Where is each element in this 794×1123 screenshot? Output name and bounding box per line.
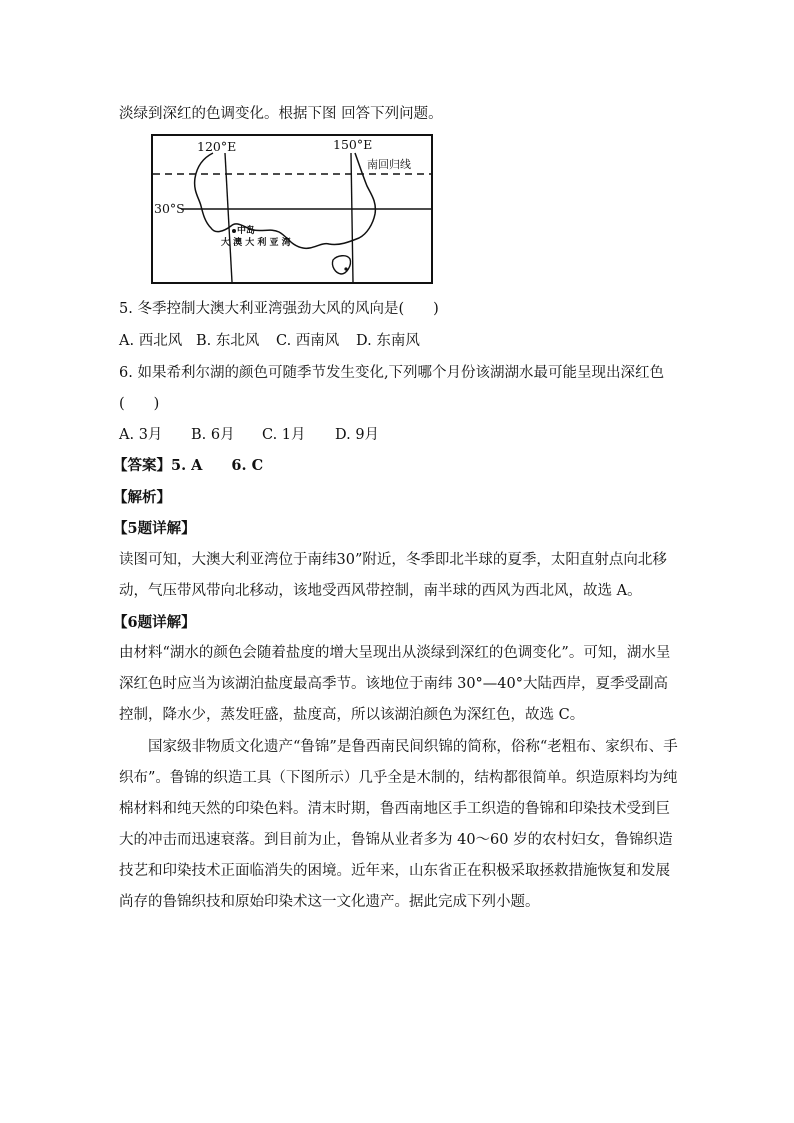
label-30s: 30°S — [154, 201, 185, 216]
island-marker — [232, 229, 236, 233]
meridian-150 — [351, 153, 353, 282]
q5-option-d: D. 东南风 — [356, 333, 420, 349]
q6-options — [119, 425, 379, 445]
label-bay: 大 澳 大 利 亚 湾 — [221, 238, 291, 248]
q6-option-b: B. 6月 — [191, 427, 235, 443]
q5-detail-title: 【5题详解】 — [113, 520, 196, 537]
label-150e: 150°E — [333, 137, 373, 152]
label-120e: 120°E — [197, 139, 237, 154]
intro-line: 淡绿到深红的色调变化。根据下图 回答下列问题。 — [119, 106, 443, 122]
coastline — [195, 153, 376, 248]
answer-line: 【答案】5. A 6. C — [113, 457, 264, 474]
australia-map — [151, 134, 433, 284]
tasmania-dot — [344, 267, 347, 270]
q6-detail-title: 【6题详解】 — [113, 614, 196, 631]
passage: 国家级非物质文化遗产“鲁锦”是鲁西南民间织锦的简称，俗称“老粗布、家织布、手织布”。鲁锦的织造工具（下图所示）几乎全是木制的，结构都很简单。织造原料均为纯棉材料和纯天然的印染色料。清末时期，鲁西南地区手工织造的鲁锦和印染技术受到巨大的冲击而迅速衰落。到目前为止，鲁锦从业者多为 40～60 岁的农村妇女，鲁锦织造技艺和印染技术正面临消失的困境。近年来，山东省正在积极采取拯救措施恢复和发展尚存的鲁锦织技和原始印染术这一文化遗产。据此完成下列小题。 — [119, 739, 678, 910]
q6-option-d: D. 9月 — [335, 427, 380, 443]
meridian-120 — [225, 153, 232, 282]
q5-stem: 5. 冬季控制大澳大利亚湾强劲大风的风向是( ) — [119, 301, 439, 317]
q6-option-c: C. 1月 — [262, 427, 306, 443]
q6-detail: 由材料“湖水的颜色会随着盐度的增大呈现出从淡绿到深红的色调变化”。可知，湖水呈深红色时应当为该湖泊盐度最高季节。该地位于南纬 30°—40°大陆西岸，夏季受副高控制，降水少，蒸发旺盛，盐度高，所以该湖泊颜色为深红色，故选 C。 — [119, 645, 671, 723]
label-island: 中岛 — [237, 226, 256, 236]
q6-stem-cont: ( ) — [119, 396, 160, 412]
tasmania — [332, 256, 350, 274]
q5-options — [119, 331, 420, 351]
label-tropic: 南回归线 — [367, 158, 411, 171]
q5-option-b: B. 东北风 — [196, 333, 260, 349]
analysis-title: 【解析】 — [113, 489, 171, 506]
q6-option-a: A. 3月 — [119, 427, 163, 443]
q6-stem: 6. 如果希利尔湖的颜色可随季节发生变化,下列哪个月份该湖湖水最可能呈现出深红色 — [119, 365, 665, 381]
q5-option-a: A. 西北风 — [119, 333, 183, 349]
q5-option-c: C. 西南风 — [276, 333, 340, 349]
q5-detail: 读图可知，大澳大利亚湾位于南纬30”附近，冬季即北半球的夏季，太阳直射点向北移动，气压带风带向北移动，该地受西风带控制，南半球的西风为西北风，故选 A。 — [119, 552, 667, 599]
